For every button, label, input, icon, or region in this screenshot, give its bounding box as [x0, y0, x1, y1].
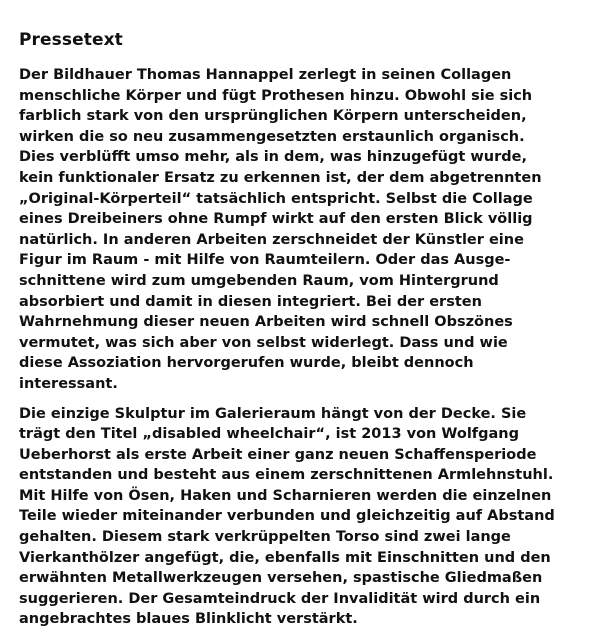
paragraph-line: vermutet, was sich aber von selbst widerlegt. Dass und wie — [19, 334, 508, 351]
paragraph-line: eines Dreibeiners ohne Rumpf wirkt auf den ersten Blick völlig — [19, 211, 533, 228]
paragraph-line: diese Assoziation hervorgerufen wurde, bleibt dennoch — [19, 355, 474, 372]
paragraph-line: wirken die so neu zusammengesetzten erstaunlich organisch. — [19, 128, 525, 145]
paragraph-line: trägt den Titel „disabled wheelchair“, ist 2013 von Wolfgang — [19, 426, 519, 443]
paragraph-line: Der Bildhauer Thomas Hannappel zerlegt in seinen Collagen — [19, 67, 512, 83]
document-title: Pressetext — [19, 30, 123, 50]
paragraph-line: Wahrnehmung dieser neuen Arbeiten wird schnell Obszönes — [19, 314, 513, 331]
paragraph-line: Vierkanthölzer angefügt, die, ebenfalls mit Einschnitten und den — [19, 549, 551, 566]
paragraph-line: Dies verblüfft umso mehr, als in dem, was hinzugefügt wurde, — [19, 149, 527, 166]
paragraph-line: angebrachtes blaues Blinklicht verstärkt. — [19, 611, 358, 628]
paragraph-2 — [19, 404, 582, 631]
paragraph-line: schnittene wird zum umgebenden Raum, vom Hintergrund — [19, 272, 499, 289]
paragraph-line: Die einzige Skulptur im Galerieraum hängt von der Decke. Sie — [19, 405, 527, 422]
paragraph-line: Ueberhorst als erste Arbeit einer ganz neuen Schaffensperiode — [19, 446, 537, 463]
paragraph-1 — [19, 65, 582, 395]
paragraph-line: kein funktionaler Ersatz zu erkennen ist, der dem abgetrennten — [19, 169, 542, 186]
paragraph-line: gehalten. Diesem stark verkrüppelten Torso sind zwei lange — [19, 529, 511, 546]
paragraph-line: suggerieren. Der Gesamteindruck der Invalidität wird durch ein — [19, 590, 541, 607]
paragraph-line: Mit Hilfe von Ösen, Haken und Scharnieren werden die einzelnen — [19, 487, 552, 504]
paragraph-line: natürlich. In anderen Arbeiten zerschneidet der Künstler eine — [19, 231, 524, 248]
paragraph-line: Teile wieder miteinander verbunden und gleichzeitig auf Abstand — [19, 508, 555, 525]
paragraph-line: interessant. — [19, 375, 118, 392]
paragraph-line: erwähnten Metallwerkzeugen versehen, spastische Gliedmaßen — [19, 570, 543, 587]
paragraph-line: absorbiert und damit in diesen integriert. Bei der ersten — [19, 293, 482, 310]
paragraph-line: farblich stark von den ursprünglichen Körpern unterscheiden, — [19, 108, 527, 125]
paragraph-line: entstanden und besteht aus einem zerschnittenen Armlehnstuhl. — [19, 467, 554, 484]
paragraph-line: menschliche Körper und fügt Prothesen hinzu. Obwohl sie sich — [19, 87, 533, 104]
paragraph-line: „Original-Körperteil“ tatsächlich entspricht. Selbst die Collage — [19, 190, 533, 207]
paragraph-line: Figur im Raum - mit Hilfe von Raumteilern. Oder das Ausge- — [19, 252, 511, 269]
